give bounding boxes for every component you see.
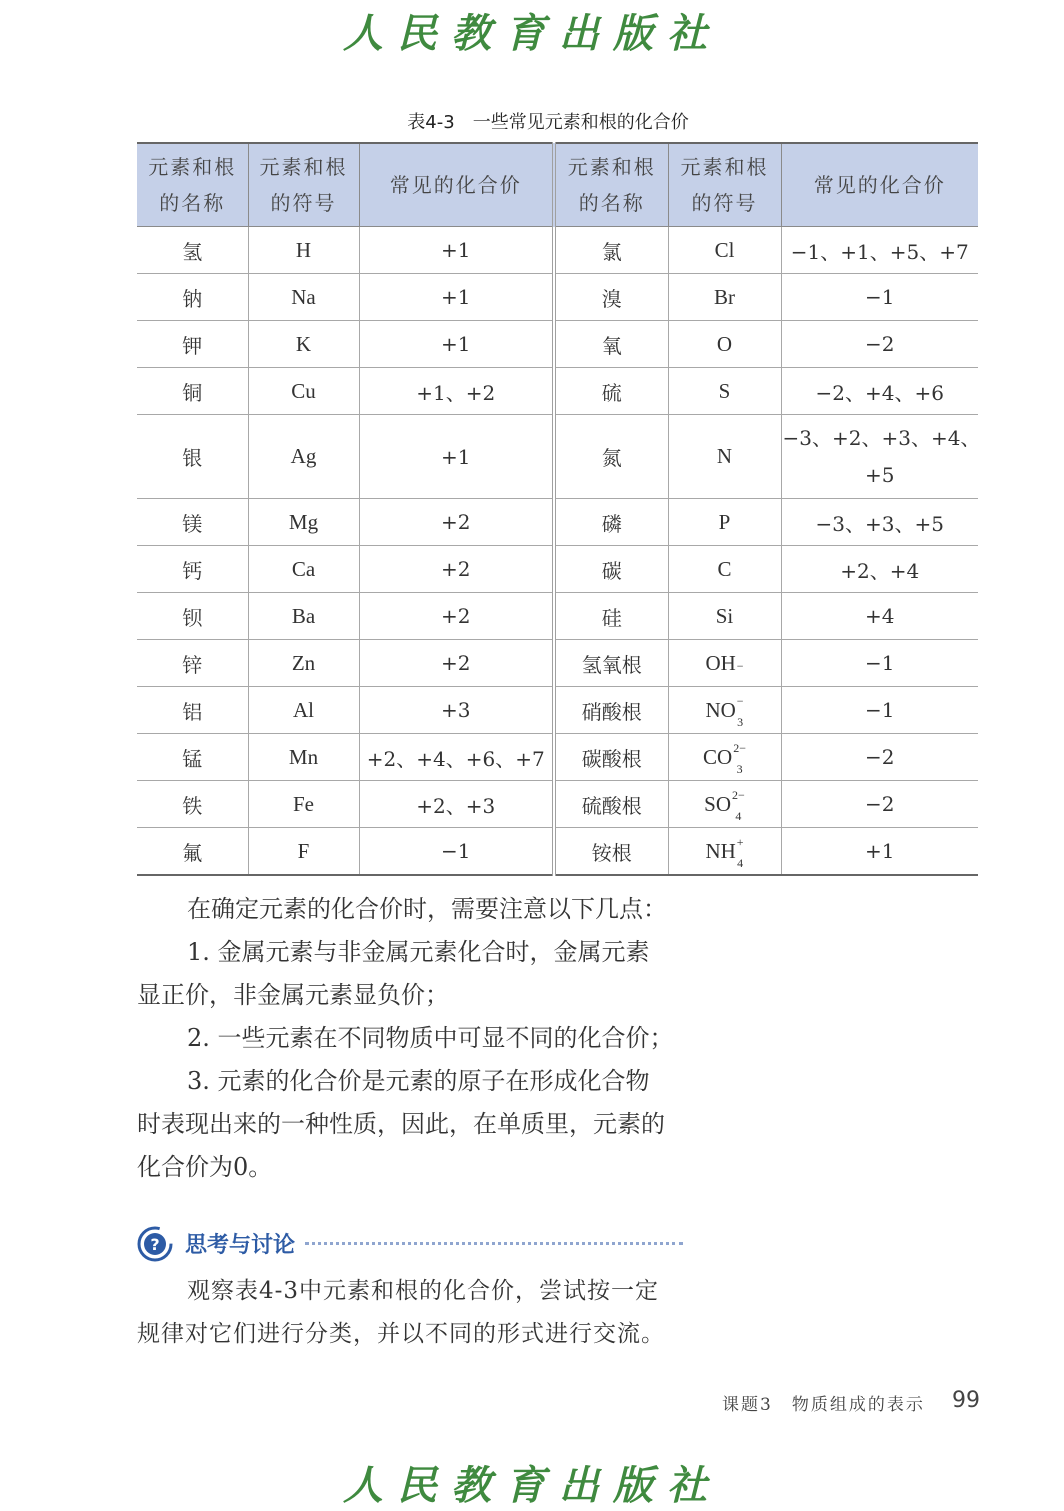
- publisher-header: 人民教育出版社: [343, 10, 721, 57]
- radical-formula: CO 2− 3: [668, 734, 781, 781]
- valence-value: +1: [781, 828, 978, 876]
- chapter-footer: 课题3 物质组成的表示: [722, 1395, 925, 1415]
- element-name: 氟: [137, 828, 248, 876]
- note-item-1-line-1: 1. 金属元素与非金属元素化合时，金属元素: [187, 938, 650, 966]
- radical-name: 铵根: [554, 828, 668, 876]
- table-header-row: [137, 143, 978, 227]
- radical-formula: NO − 3: [668, 687, 781, 734]
- radical-formula: OH −: [668, 640, 781, 687]
- element-name: 铜: [137, 368, 248, 415]
- header-symbol: 元素和根 的符号: [248, 143, 359, 227]
- element-symbol: Mg: [248, 499, 359, 546]
- valence-value: +1: [359, 321, 554, 368]
- element-symbol: C: [668, 546, 781, 593]
- element-name: 氮: [554, 415, 668, 499]
- valence-value: −1: [781, 274, 978, 321]
- element-name: 银: [137, 415, 248, 499]
- note-item-3-line-3: 化合价为0。: [137, 1153, 273, 1181]
- header-symbol: 元素和根 的符号: [668, 143, 781, 227]
- header-name: 元素和根 的名称: [137, 143, 248, 227]
- note-item-3-line-1: 3. 元素的化合价是元素的原子在形成化合物: [187, 1067, 650, 1095]
- discussion-title: 思考与讨论: [185, 1233, 296, 1258]
- element-name: 硫: [554, 368, 668, 415]
- element-symbol: Zn: [248, 640, 359, 687]
- valence-value: +1: [359, 274, 554, 321]
- valence-value: +1、+2: [359, 368, 554, 415]
- element-symbol: O: [668, 321, 781, 368]
- element-symbol: Cu: [248, 368, 359, 415]
- table-label: 表4-3: [407, 112, 455, 133]
- valence-value: +2: [359, 640, 554, 687]
- element-name: 碳: [554, 546, 668, 593]
- table-title: 一些常见元素和根的化合价: [472, 112, 689, 133]
- valence-value: +2: [359, 546, 554, 593]
- table-row: [137, 321, 978, 368]
- valence-value: −1、+1、+5、+7: [781, 227, 978, 274]
- element-name: 钠: [137, 274, 248, 321]
- header-valence: 常见的化合价: [359, 143, 554, 227]
- note-item-3-line-2: 时表现出来的一种性质，因此，在单质里，元素的: [137, 1110, 665, 1138]
- notes-section: [137, 888, 685, 1189]
- element-name: 锰: [137, 734, 248, 781]
- element-symbol: Na: [248, 274, 359, 321]
- header-valence: 常见的化合价: [781, 143, 978, 227]
- element-symbol: Ca: [248, 546, 359, 593]
- element-name: 钙: [137, 546, 248, 593]
- table-row: [137, 499, 978, 546]
- page-number: 99: [952, 1388, 980, 1413]
- notes-intro: 在确定元素的化合价时，需要注意以下几点：: [187, 895, 667, 923]
- valence-value: −3、+2、+3、+4、 +5: [781, 415, 978, 499]
- table-row: [137, 640, 978, 687]
- element-name: 溴: [554, 274, 668, 321]
- valence-table: [137, 142, 981, 876]
- element-symbol: P: [668, 499, 781, 546]
- element-name: 钾: [137, 321, 248, 368]
- element-symbol: H: [248, 227, 359, 274]
- element-symbol: S: [668, 368, 781, 415]
- valence-value: +4: [781, 593, 978, 640]
- valence-value: −1: [359, 828, 554, 876]
- valence-value: +2: [359, 593, 554, 640]
- publisher-footer: 人民教育出版社: [343, 1462, 721, 1509]
- valence-value: +2、+4、+6、+7: [359, 734, 554, 781]
- svg-text:?: ?: [150, 1235, 160, 1254]
- valence-value: −2、+4、+6: [781, 368, 978, 415]
- table-row: [137, 593, 978, 640]
- valence-value: −1: [781, 640, 978, 687]
- note-item-1-line-2: 显正价，非金属元素显负价；: [137, 981, 449, 1009]
- discussion-line-2: 规律对它们进行分类，并以不同的形式进行交流。: [137, 1321, 665, 1347]
- table-row: [137, 274, 978, 321]
- discussion-heading: [137, 1226, 685, 1262]
- table-caption: [0, 108, 1064, 134]
- element-symbol: Fe: [248, 781, 359, 828]
- valence-value: +2、+4: [781, 546, 978, 593]
- table-row: [137, 546, 978, 593]
- valence-value: −2: [781, 734, 978, 781]
- element-symbol: Al: [248, 687, 359, 734]
- element-name: 铝: [137, 687, 248, 734]
- dotted-divider: [305, 1242, 683, 1245]
- valence-value: −1: [781, 687, 978, 734]
- valence-value: +2、+3: [359, 781, 554, 828]
- element-symbol: Ag: [248, 415, 359, 499]
- element-name: 氧: [554, 321, 668, 368]
- radical-formula: SO 2− 4: [668, 781, 781, 828]
- valence-value: −2: [781, 781, 978, 828]
- element-symbol: Si: [668, 593, 781, 640]
- valence-value: +3: [359, 687, 554, 734]
- element-symbol: Br: [668, 274, 781, 321]
- table-row: [137, 781, 978, 828]
- radical-name: 碳酸根: [554, 734, 668, 781]
- element-name: 磷: [554, 499, 668, 546]
- note-item-2: 2. 一些元素在不同物质中可显不同的化合价；: [187, 1024, 674, 1052]
- radical-name: 硝酸根: [554, 687, 668, 734]
- discussion-text: [137, 1270, 685, 1356]
- element-symbol: Cl: [668, 227, 781, 274]
- element-name: 氢: [137, 227, 248, 274]
- table-row: [137, 828, 978, 876]
- valence-value: +2: [359, 499, 554, 546]
- valence-value: −3、+3、+5: [781, 499, 978, 546]
- valence-value: +1: [359, 227, 554, 274]
- table-row: [137, 687, 978, 734]
- radical-name: 氢氧根: [554, 640, 668, 687]
- table-row: [137, 415, 978, 499]
- table-row: [137, 368, 978, 415]
- element-symbol: F: [248, 828, 359, 876]
- element-symbol: Mn: [248, 734, 359, 781]
- valence-value: +1: [359, 415, 554, 499]
- table-row: [137, 227, 978, 274]
- element-name: 锌: [137, 640, 248, 687]
- table-row: [137, 734, 978, 781]
- header-name: 元素和根 的名称: [554, 143, 668, 227]
- radical-name: 硫酸根: [554, 781, 668, 828]
- element-symbol: K: [248, 321, 359, 368]
- discussion-line-1: 观察表4-3中元素和根的化合价，尝试按一定: [187, 1278, 660, 1304]
- element-symbol: N: [668, 415, 781, 499]
- element-name: 钡: [137, 593, 248, 640]
- question-mark-icon: [137, 1226, 173, 1262]
- element-symbol: Ba: [248, 593, 359, 640]
- element-name: 硅: [554, 593, 668, 640]
- element-name: 铁: [137, 781, 248, 828]
- element-name: 镁: [137, 499, 248, 546]
- element-name: 氯: [554, 227, 668, 274]
- radical-formula: NH + 4: [668, 828, 781, 876]
- valence-value: −2: [781, 321, 978, 368]
